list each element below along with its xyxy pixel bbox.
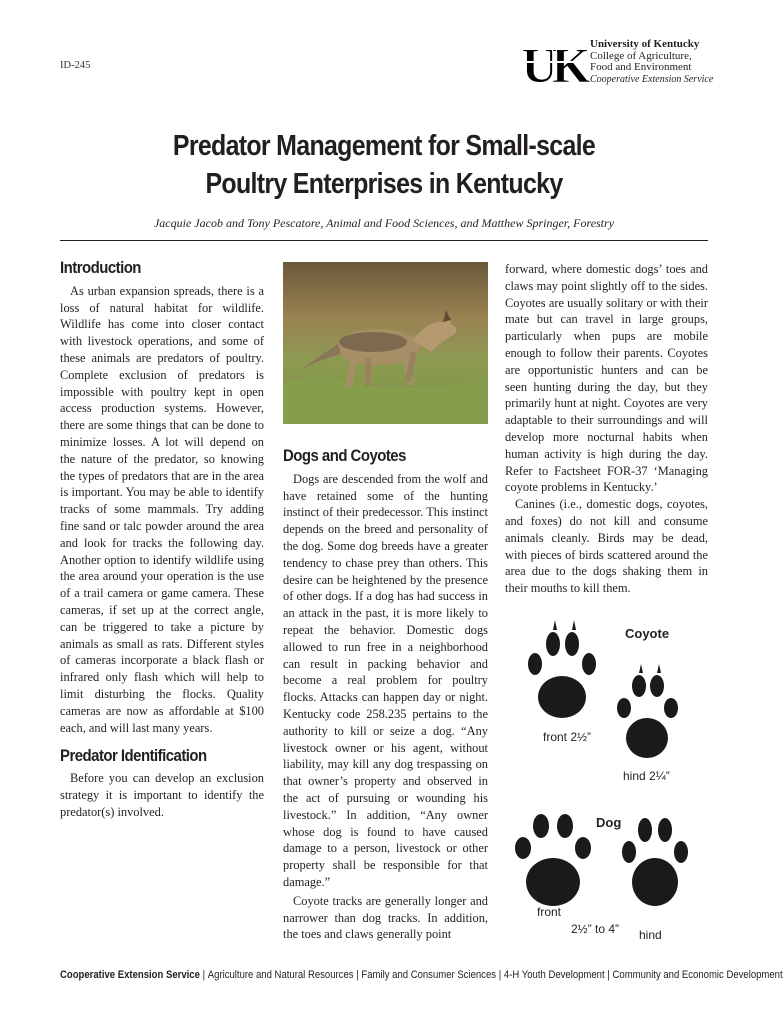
introduction-heading: Introduction xyxy=(60,258,141,277)
dog-size-label: 2½” to 4” xyxy=(571,922,620,936)
footer: Cooperative Extension Service | Agriculture and Natural Resources | Family and Consumer Sciences | 4-H Youth Development | Community and Economic Development xyxy=(60,969,783,981)
introduction-paragraph: As urban expansion spreads, there is a loss of natural habitat for wildlife. Wildlife has come into closer contact with livestock operations, and some of these animals are predators of poultry. Complete exclusion of predators is impossible with poultry kept in open access production systems. However, there are some things that can be done to minimize losses. A lot will depend on the nature of the predator, so knowing the types of predators that are in the area is important. You may be able to identify tracks of some mammals. Try adding fine sand or talc powder around the area and look for tracks the following day. Another option to identify wildlife using the area around your operation is the use of a trail camera or game camera. These cameras, if set up at the correct angle, can be triggered to take a picture by animals as small as rats. Different styles of cameras incorporate a black flash or infrared only flash which will help to limit disturbing the flocks. Quality cameras are now as affordable at $100 each, and will last many years. xyxy=(60,283,264,735)
coyote-tracks-paragraph-start: Coyote tracks are generally longer and narrower than dog tracks. In addition, the toes and claws generally point xyxy=(283,893,488,942)
institution-block xyxy=(590,39,713,85)
title-line1: Predator Management for Small-scale xyxy=(172,130,596,162)
extension-service: Cooperative Extension Service xyxy=(590,73,714,85)
canines-paragraph: Canines (i.e., domestic dogs, coyotes, and foxes) do not kill and consume animals cleanly. Birds may be dead, with pieces of birds scattered around the area due to the dogs shaking them in their mouths to kill them. xyxy=(505,497,708,596)
dogs-and-coyotes-section xyxy=(283,448,488,943)
coyote-hind-label: hind 2¼” xyxy=(623,769,670,783)
college-name-line1: College of Agriculture, xyxy=(590,49,692,62)
footer-item-family: Family and Consumer Sciences xyxy=(361,969,497,981)
dogs-and-coyotes-heading: Dogs and Coyotes xyxy=(283,446,406,465)
college-name-line2: Food and Environment xyxy=(590,61,692,73)
dog-hind-label: hind xyxy=(639,928,662,942)
paw-prints-illustration xyxy=(505,612,708,952)
uk-logo xyxy=(521,37,585,93)
introduction-section xyxy=(60,260,264,821)
dog-tracks-title: Dog xyxy=(596,815,622,830)
dogs-and-coyotes-continued xyxy=(505,261,708,597)
dogs-paragraph: Dogs are descended from the wolf and have retained some of the hunting instinct of their predecessor. This instinct depends on the breed and personality of the dog. Some dog breeds have a greater tendency to chase prey than others. This desire can be heightened by the presence of other dogs. If a dog has had success in an attack in the past, it is more likely to repeat the behavior. Domestic dogs allowed to run free in a neighborhood can result in packing behavior and become a real problem for poultry flocks. Attacks can happen day or night. Kentucky code 258.235 pertains to the authority to kill or seize a dog. “Any livestock owner or his agent, without liability, may kill any dog trespassing on that owner’s property and observed in the act of pursuing or wounding his livestock.” In addition, “Any owner whose dog is found to have caused damage to a person, livestock or other property shall be responsible for that damage.” xyxy=(283,471,488,889)
predator-identification-heading: Predator Identification xyxy=(60,746,207,766)
tracks-figure xyxy=(505,612,708,952)
page-title xyxy=(105,127,662,203)
coyote-tracks-paragraph-cont: forward, where domestic dogs’ toes and claws may point slightly off to the sides. Coyotes are usually solitary or with their mate but can travel in large groups, particularly when pups are mobile enough to follow their parents. Coyotes are opportunistic hunters and can be seen hunting during the day, but they primarily hunt at night. Coyotes are very adaptable to their surroundings and will develop more nocturnal habits when human activity is high during the day. Refer to Factsheet FOR-37 ‘Managing coyote problems in Kentucky.’ xyxy=(505,262,708,495)
coyote-tracks-title: Coyote xyxy=(625,626,670,641)
footer-item-agriculture: Agriculture and Natural Resources xyxy=(207,969,354,981)
coyote-front-label: front 2½” xyxy=(543,730,592,744)
document-id: ID-245 xyxy=(60,60,91,71)
footer-item-4h: 4-H Youth Development xyxy=(503,969,605,981)
svg-text:UK: UK xyxy=(521,37,585,93)
dog-front-label: front xyxy=(537,905,562,919)
university-name: University of Kentucky xyxy=(590,38,700,50)
footer-item-extension: Cooperative Extension Service xyxy=(60,969,200,981)
predator-identification-paragraph: Before you can develop an exclusion strategy it is important to identify the predator(s) involved. xyxy=(60,771,264,819)
footer-item-community: Community and Economic Development xyxy=(612,969,783,981)
authors: Jacquie Jacob and Tony Pescatore, Animal and Food Sciences, and Matthew Springer, Forestry xyxy=(153,216,615,230)
coyote-photo xyxy=(283,262,488,424)
title-line2: Poultry Enterprises in Kentucky xyxy=(205,168,563,200)
title-rule xyxy=(60,240,708,241)
